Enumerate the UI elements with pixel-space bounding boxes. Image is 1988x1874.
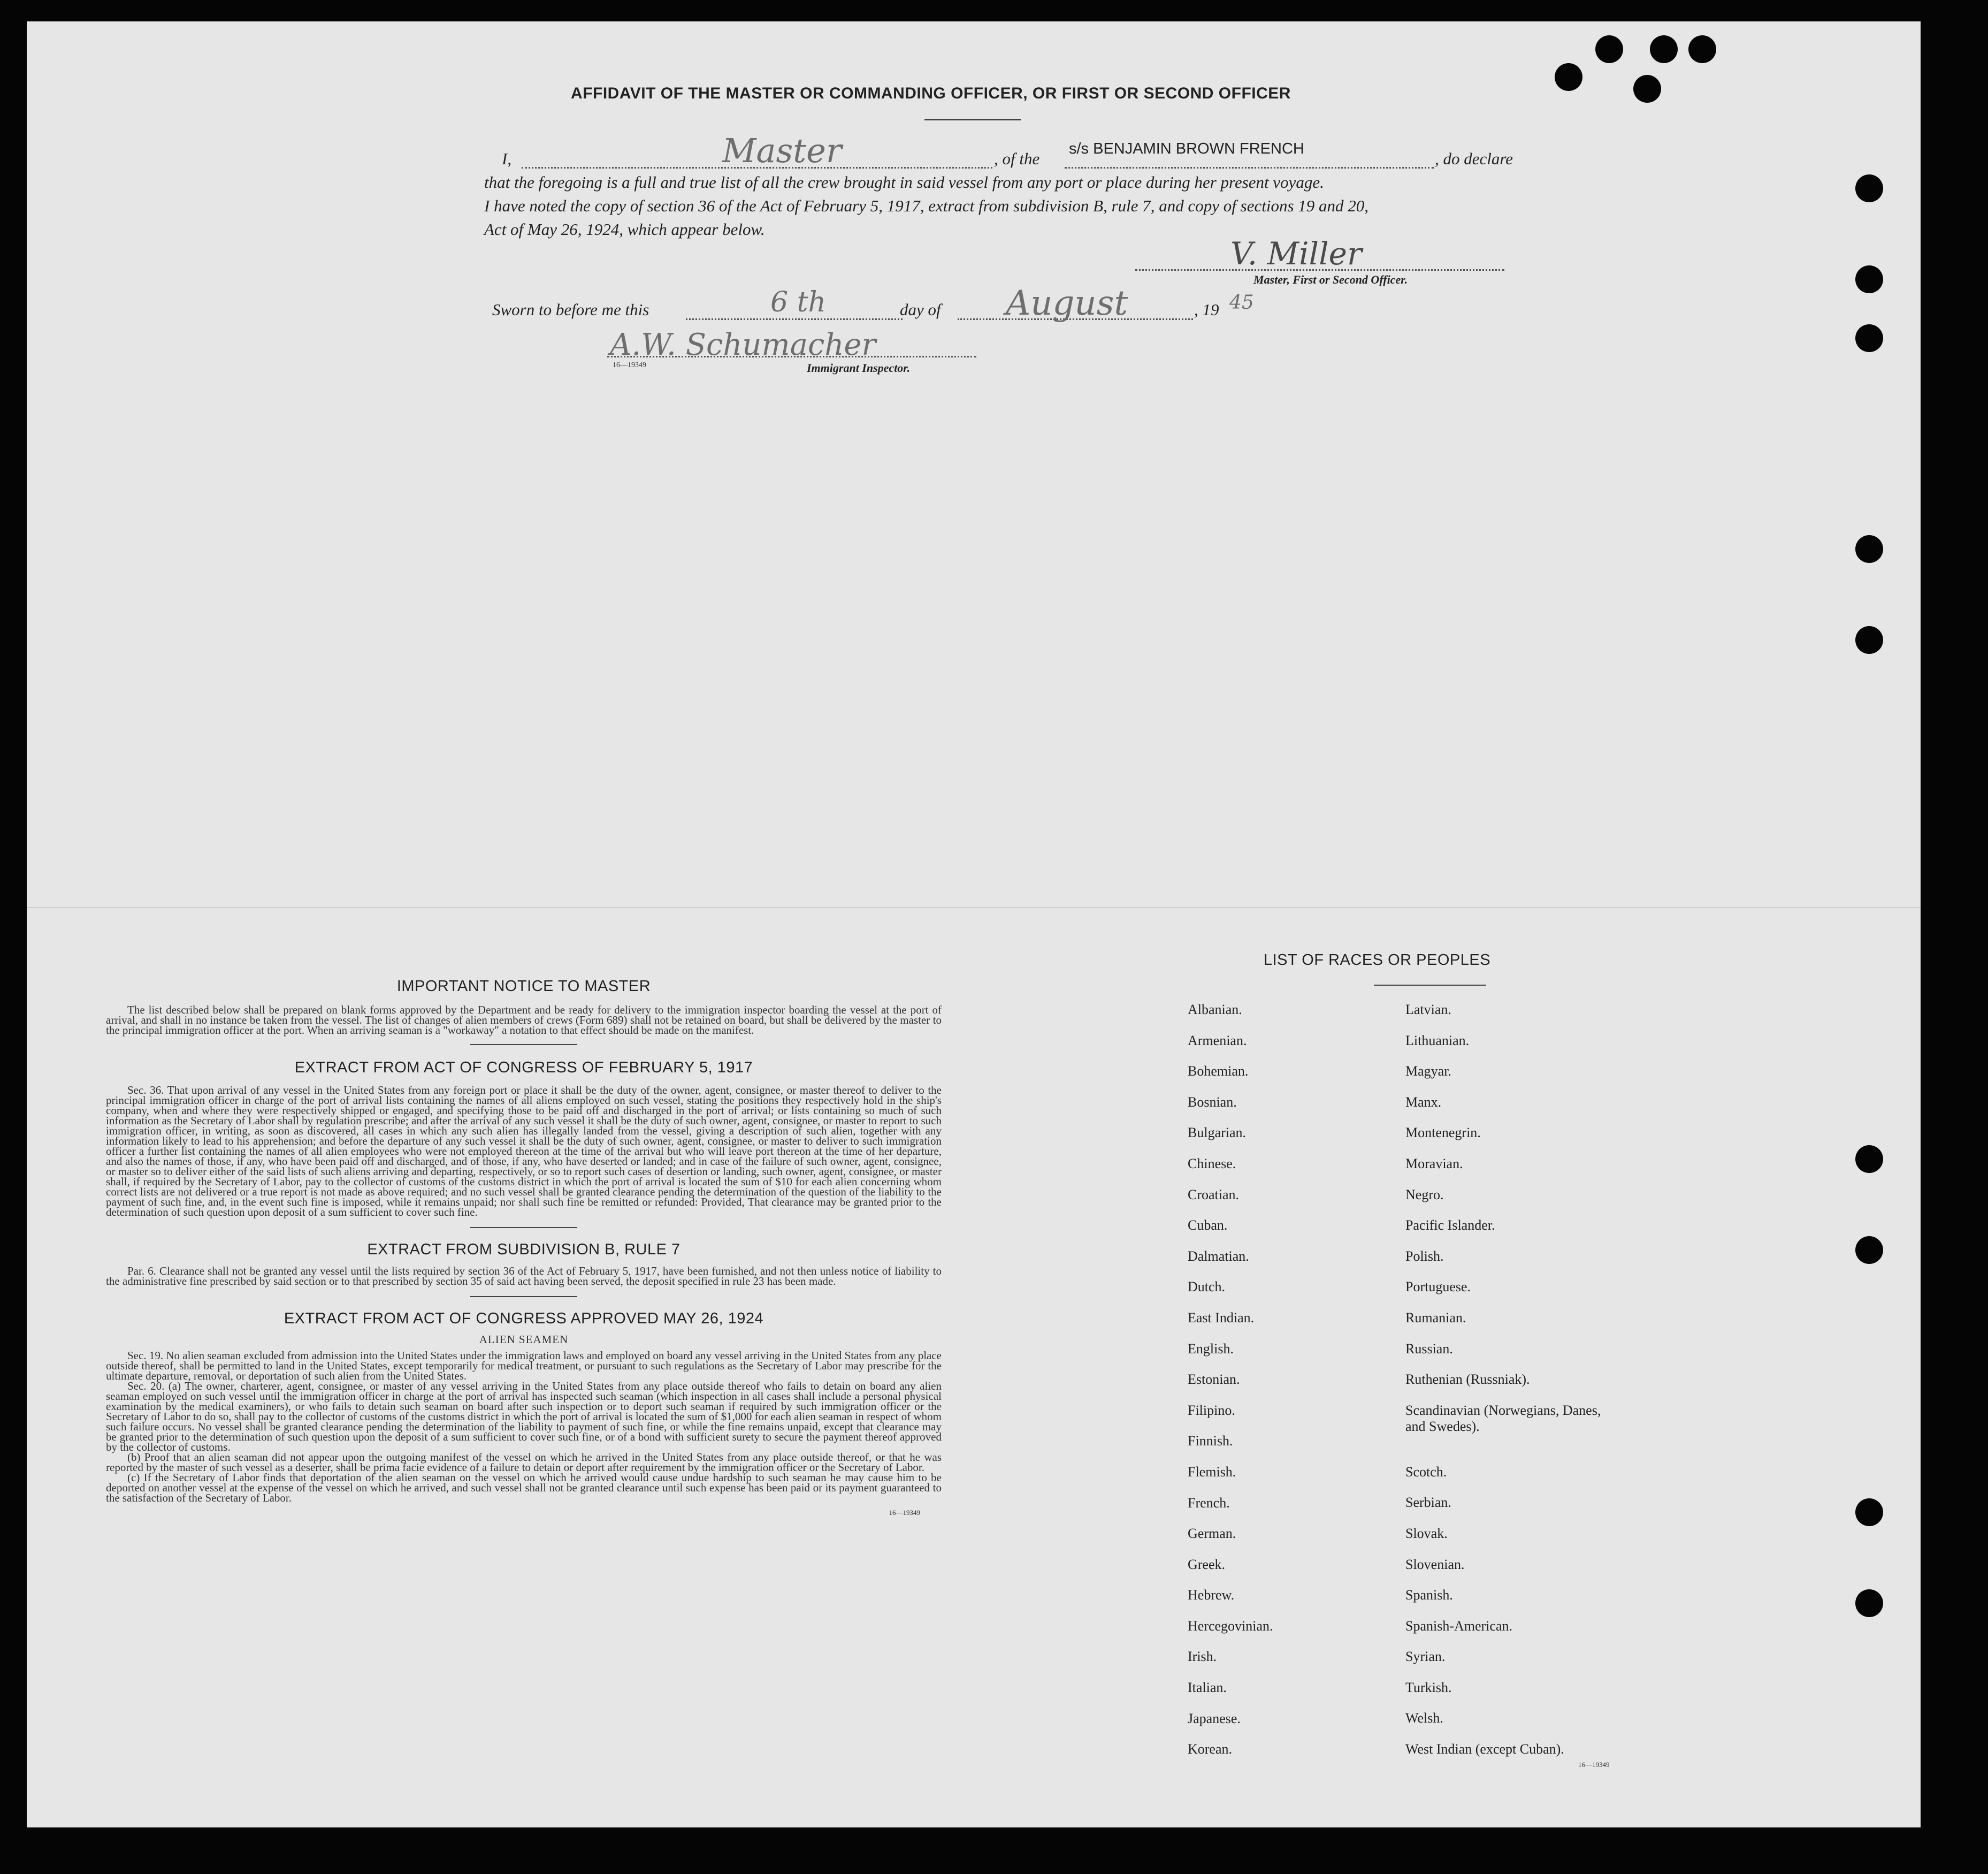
race-item: Pacific Islander. xyxy=(1405,1217,1495,1233)
race-item: Scandinavian (Norwegians, Danes, and Swedes). xyxy=(1405,1402,1601,1434)
race-item: Estonian. xyxy=(1188,1372,1240,1388)
race-item: Flemish. xyxy=(1188,1464,1236,1480)
divider xyxy=(470,1296,577,1297)
signature-line xyxy=(1135,269,1504,271)
race-item: Hercegovinian. xyxy=(1188,1618,1273,1634)
notice-title: IMPORTANT NOTICE TO MASTER xyxy=(396,978,651,995)
sec20c-paragraph: (c) If the Secretary of Labor finds that deportation of the alien seaman on the vessel on which he arrived would cause undue hardship to such seaman he may cause him to be deported on another vessel at the expense of the vessel on which he arrived, and such vessel shall not be granted clearance until such expense has been paid or its payment guaranteed to the satisfaction of the Secretary of Labor. xyxy=(106,1471,942,1504)
race-item: Greek. xyxy=(1188,1556,1226,1572)
title-underline xyxy=(924,119,1021,120)
master-signature: V. Miller xyxy=(1230,235,1362,272)
inspector-caption: Immigrant Inspector. xyxy=(807,361,911,375)
race-item: Armenian. xyxy=(1188,1032,1247,1048)
race-item: Moravian. xyxy=(1405,1155,1463,1171)
race-item: Cuban. xyxy=(1188,1217,1228,1233)
affidavit-line-2: that the foregoing is a full and true list of all the crew brought in said vessel from any port or place during her present voyage. xyxy=(484,173,1324,192)
race-item: Croatian. xyxy=(1188,1186,1240,1202)
month-handwriting: August xyxy=(1006,284,1128,323)
race-item: Negro. xyxy=(1405,1186,1444,1202)
race-item: Bosnian. xyxy=(1188,1094,1237,1110)
fold-line xyxy=(27,907,1921,908)
race-item: Latvian. xyxy=(1405,1002,1451,1017)
race-item: English. xyxy=(1188,1340,1234,1357)
day-field-line xyxy=(686,318,903,320)
sec20b-paragraph: (b) Proof that an alien seaman did not appear upon the outgoing manifest of the vessel on which he arrived in the United States from any place outside thereof, or that he was reported by the master of such vessel as a deserter, shall be prima facie evidence of a failure to detain or deport after requirement by the immigration officer or the Secretary of Labor. xyxy=(106,1451,942,1474)
punch-hole xyxy=(1650,35,1678,63)
do-declare-label: , do declare xyxy=(1435,149,1513,168)
punch-hole xyxy=(1855,1589,1883,1617)
sec19-paragraph: Sec. 19. No alien seaman excluded from admission into the United States under the immigration laws and employed on board any vessel arriving in the United States from any place outside thereof, shall be permitted to land in the United States, except temporarily for medical treatment, or pursuant to such regulations as the Secretary of Labor may prescribe for the ultimate departure, removal, or deportation of such alien from the United States. xyxy=(106,1349,942,1382)
extract3-title: EXTRACT FROM ACT OF CONGRESS APPROVED MAY 26, 1924 xyxy=(284,1310,764,1327)
races-form-number: 16—19349 xyxy=(1578,1761,1610,1769)
sec36-paragraph: Sec. 36. That upon arrival of any vessel in the United States from any foreign port or place it shall be the duty of the owner, agent, consignee, or master thereof to deliver to the principal immigration officer in charge of the port of arrival lists containing the names of all aliens employed on such vessel, stating the positions they respectively hold in the ship's company, when and where they were respectively shipped or engaged, and specifying those to be paid off and discharged in the port of arrival; or lists containing so much of such information as the Secretary of Labor shall by regulation prescribe; and after the arrival of any such vessel it shall be the duty of such owner, agent, consignee, or master to report to such immigration officer, in writing, as soon as discovered, all cases in which any such alien has illegally landed from the vessel, giving a description of such alien, together with any information likely to lead to his apprehension; and before the departure of any such vessel it shall be the duty of such owner, agent, consignee, or master to deliver to such immigration officer a further list containing the names of all alien employees who were not employed thereon at the time of the arrival but who will leave port thereon at the time of her departure, and also the names of those, if any, who have been paid off and discharged, and of those, if any, who have deserted or landed; and in case of the failure of such owner, agent, consignee, or master so to deliver either of the said lists of such aliens arriving and departing, respectively, or so to report such cases of desertion or landing, such owner, agent, consignee, or master shall, if required by the Secretary of Labor, pay to the collector of customs of the customs district in which the port of arrival is located the sum of $10 for each alien concerning whom correct lists are not delivered or a true report is not made as above required; and no such vessel shall be granted clearance pending the determination of the question of the liability to the payment of such fine, and, in the event such fine is imposed, while it remains unpaid; nor shall such fine be remitted or refunded: Provided, That clearance may be granted prior to the determination of such question upon deposit of a sum sufficient to cover such fine. xyxy=(106,1084,942,1218)
race-item: Magyar. xyxy=(1405,1063,1451,1079)
punch-hole xyxy=(1855,265,1883,293)
race-item: Dutch. xyxy=(1188,1279,1226,1295)
form-number: 16—19349 xyxy=(613,361,646,369)
race-item: Welsh. xyxy=(1405,1710,1443,1726)
race-item: Syrian. xyxy=(1405,1649,1446,1665)
punch-hole xyxy=(1855,535,1883,563)
races-title: LIST OF RACES OR PEOPLES xyxy=(1264,951,1491,969)
punch-hole xyxy=(1855,1498,1883,1526)
race-item: Chinese. xyxy=(1188,1155,1236,1171)
race-item: Montenegrin. xyxy=(1405,1125,1481,1141)
extract2-body xyxy=(106,1266,942,1286)
race-item: Bohemian. xyxy=(1188,1063,1249,1079)
race-item: Slovak. xyxy=(1405,1525,1448,1541)
race-item: East Indian. xyxy=(1188,1309,1255,1325)
race-item: Spanish-American. xyxy=(1405,1618,1513,1634)
extract2-title: EXTRACT FROM SUBDIVISION B, RULE 7 xyxy=(367,1241,680,1258)
punch-hole xyxy=(1855,174,1883,202)
race-item: Serbian. xyxy=(1405,1495,1451,1511)
punch-hole xyxy=(1633,75,1661,103)
vessel-name: s/s BENJAMIN BROWN FRENCH xyxy=(1069,140,1304,157)
year-prefix: , 19 xyxy=(1194,300,1219,319)
race-item: French. xyxy=(1188,1495,1230,1511)
affidavit-line-3: I have noted the copy of section 36 of the Act of February 5, 1917, extract from subdivision B, rule 7, and copy of sections 19 and 20, xyxy=(484,196,1369,215)
sec20a-paragraph: Sec. 20. (a) The owner, charterer, agent, consignee, or master of any vessel arriving in the United States from any place outside thereof who fails to detain on board any alien seaman employed on such vessel until the immigration officer in charge at the port of arrival has inspected such seaman (which inspection in all cases shall include a personal physical examination by the medical examiners), or who fails to detain such seaman on board after such inspection or to deport such seaman if required by such immigration officer or the Secretary of Labor to do so, shall pay to the collector of customs of the customs district in which the port of arrival is located the sum of $1,000 for each alien seaman in respect of whom such failure occurs. No vessel shall be granted clearance pending the determination of the liability to payment of such fine, or while the fine remains unpaid, except that clearance may be granted prior to the determination of such question upon the deposit of a sum sufficient to cover such fine, or of a bond with sufficient surety to secure the payment thereof approved by the collector of customs. xyxy=(106,1380,942,1453)
inspector-signature: A.W. Schumacher xyxy=(610,327,876,362)
punch-hole xyxy=(1855,324,1883,352)
notice-form-number: 16—19349 xyxy=(889,1509,920,1517)
race-item: Albanian. xyxy=(1188,1002,1242,1017)
notice-column xyxy=(106,978,942,1517)
race-item: Spanish. xyxy=(1405,1587,1453,1603)
extract3-body xyxy=(106,1351,942,1503)
affidavit-title: AFFIDAVIT OF THE MASTER OR COMMANDING OFFICER, OR FIRST OR SECOND OFFICER xyxy=(571,85,1291,102)
notice-paragraph: The list described below shall be prepared on blank forms approved by the Department and be ready for delivery to the immigration inspector boarding the vessel at the port of arrival, and shall in no instance be taken from the vessel. The list of changes of alien members of crews (Form 689) shall not be retained on board, but shall be delivered by the master to the principal immigration officer at the port. When an arriving seaman is a "workaway" a notation to that effect should be made on the manifest. xyxy=(106,1003,942,1037)
affidavit-line-4: Act of May 26, 1924, which appear below. xyxy=(484,220,765,239)
race-item: Irish. xyxy=(1188,1649,1217,1665)
declarant-handwriting: Master xyxy=(722,131,842,170)
divider xyxy=(470,1227,577,1228)
race-item: Scotch. xyxy=(1405,1464,1447,1480)
punch-hole xyxy=(1855,1236,1883,1264)
race-item: Bulgarian. xyxy=(1188,1125,1247,1141)
races-left-list xyxy=(1188,1002,1273,1772)
punch-hole xyxy=(1855,1145,1883,1173)
race-item: Turkish. xyxy=(1405,1679,1452,1695)
race-item: West Indian (except Cuban). xyxy=(1405,1741,1564,1757)
day-handwriting: 6 th xyxy=(770,286,826,318)
of-the-label: , of the xyxy=(994,149,1040,168)
race-item: Japanese. xyxy=(1188,1710,1241,1726)
race-item: Russian. xyxy=(1405,1340,1453,1357)
races-title-underline xyxy=(1374,985,1486,986)
vessel-field-line xyxy=(1065,167,1434,169)
race-item: Rumanian. xyxy=(1405,1309,1466,1325)
race-item: Finnish. xyxy=(1188,1433,1233,1449)
extract1-title: EXTRACT FROM ACT OF CONGRESS OF FEBRUARY 5, 1917 xyxy=(294,1059,753,1076)
punch-hole xyxy=(1595,35,1623,63)
race-item: Portuguese. xyxy=(1405,1279,1471,1295)
divider xyxy=(470,1044,577,1045)
race-item: Filipino. xyxy=(1188,1402,1235,1418)
rule7-paragraph: Par. 6. Clearance shall not be granted any vessel until the lists required by section 36 of the Act of February 5, 1917, have been furnished, and not then unless notice of liability to the administrative fine prescribed by said section or to that prescribed by section 35 of said act having been served, the deposit specified in rule 23 has been made. xyxy=(106,1264,942,1288)
punch-hole xyxy=(1688,35,1716,63)
sworn-label: Sworn to before me this xyxy=(492,300,649,319)
race-item: Italian. xyxy=(1188,1680,1227,1696)
race-item: Hebrew. xyxy=(1188,1587,1235,1603)
race-item: Polish. xyxy=(1405,1248,1444,1264)
alien-seamen-subtitle: ALIEN SEAMEN xyxy=(479,1333,569,1346)
race-item: Ruthenian (Russniak). xyxy=(1405,1372,1530,1388)
year-handwriting: 45 xyxy=(1229,292,1254,314)
punch-hole xyxy=(1855,626,1883,654)
inspector-line xyxy=(607,356,976,357)
race-item: Manx. xyxy=(1405,1094,1442,1110)
document-sheet xyxy=(27,21,1921,1827)
race-item: Lithuanian. xyxy=(1405,1032,1470,1048)
race-item: Slovenian. xyxy=(1405,1556,1465,1572)
day-of-label: day of xyxy=(900,300,941,319)
affidavit-i-label: I, xyxy=(502,149,512,168)
notice-body xyxy=(106,1005,942,1035)
race-item: German. xyxy=(1188,1526,1236,1542)
signature-caption: Master, First or Second Officer. xyxy=(1253,273,1408,286)
race-item: Dalmatian. xyxy=(1188,1248,1249,1264)
races-right-list xyxy=(1405,1002,1609,1772)
extract1-body xyxy=(106,1085,942,1217)
race-item: Korean. xyxy=(1188,1741,1233,1757)
